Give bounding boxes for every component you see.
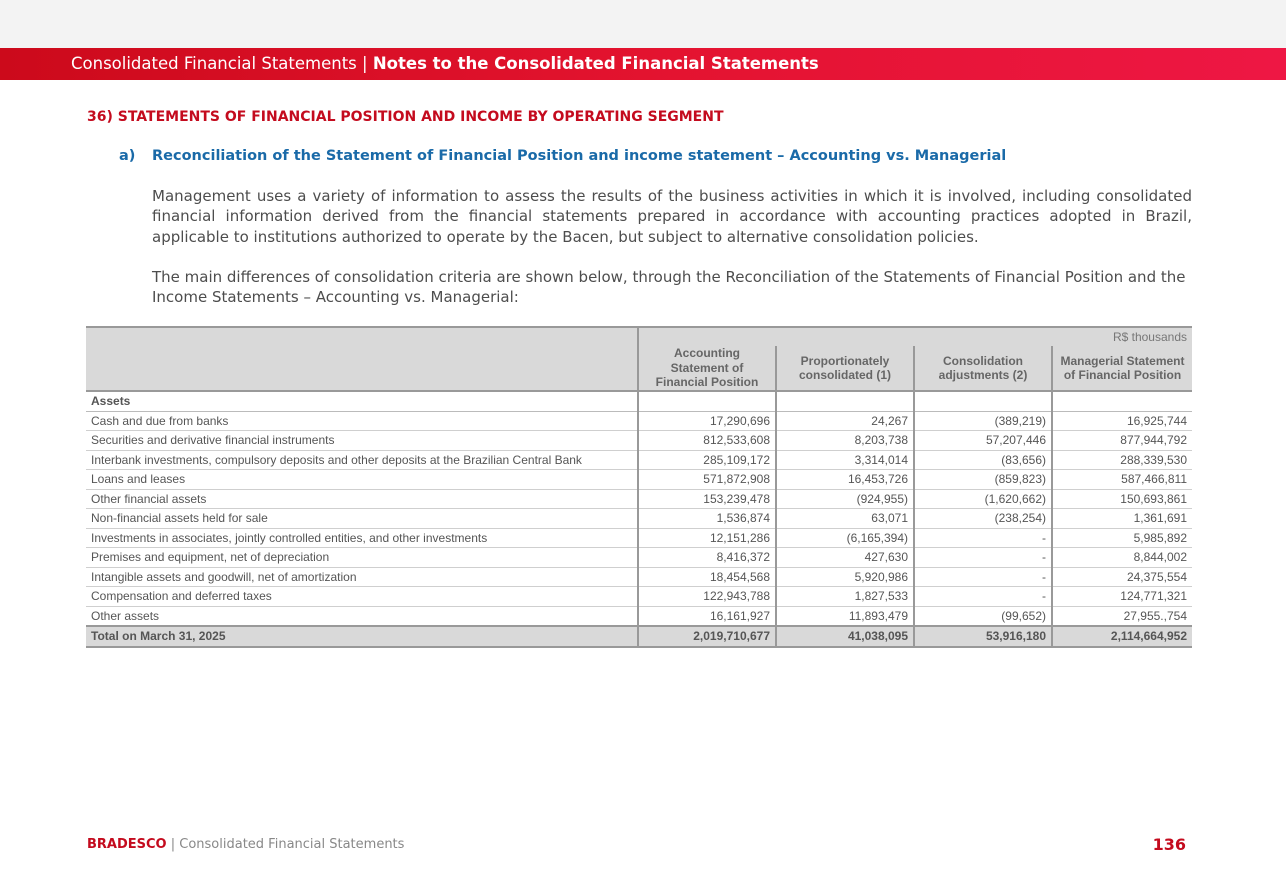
page-number: 136	[1152, 835, 1186, 854]
cell-adjustments: -	[914, 567, 1052, 587]
table-row	[86, 489, 1192, 509]
cell-proportionately: 427,630	[776, 548, 914, 568]
column-header-accounting: Accounting Statement of Financial Position	[638, 346, 776, 391]
total-proportionately: 41,038,095	[776, 626, 914, 647]
reconciliation-table	[86, 326, 1192, 648]
document-header-banner	[0, 48, 1286, 80]
cell-accounting: 16,161,927	[638, 606, 776, 626]
total-adjustments: 53,916,180	[914, 626, 1052, 647]
row-label: Loans and leases	[86, 470, 638, 490]
cell-proportionately: 3,314,014	[776, 450, 914, 470]
table-row	[86, 450, 1192, 470]
cell-proportionately: 8,203,738	[776, 431, 914, 451]
total-row	[86, 626, 1192, 647]
top-margin	[0, 0, 1286, 48]
cell-adjustments: 57,207,446	[914, 431, 1052, 451]
cell-accounting: 812,533,608	[638, 431, 776, 451]
table-row	[86, 528, 1192, 548]
cell-adjustments: (99,652)	[914, 606, 1052, 626]
cell-managerial: 27,955.,754	[1052, 606, 1192, 626]
cell-accounting: 153,239,478	[638, 489, 776, 509]
table-row	[86, 509, 1192, 529]
cell-adjustments: (389,219)	[914, 411, 1052, 431]
cell-proportionately: 1,827,533	[776, 587, 914, 607]
header-section-label: Consolidated Financial Statements	[71, 54, 357, 73]
row-label: Interbank investments, compulsory deposits and other deposits at the Brazilian Central Bank	[86, 450, 638, 470]
empty-cell	[776, 391, 914, 411]
header-separator: |	[356, 54, 373, 73]
footer-brand: BRADESCO	[87, 837, 167, 852]
footer	[87, 837, 404, 852]
cell-accounting: 122,943,788	[638, 587, 776, 607]
cell-managerial: 5,985,892	[1052, 528, 1192, 548]
cell-adjustments: (83,656)	[914, 450, 1052, 470]
cell-managerial: 24,375,554	[1052, 567, 1192, 587]
row-label: Non-financial assets held for sale	[86, 509, 638, 529]
cell-managerial: 8,844,002	[1052, 548, 1192, 568]
total-label: Total on March 31, 2025	[86, 626, 638, 647]
table-row	[86, 470, 1192, 490]
table-row	[86, 548, 1192, 568]
row-label: Other financial assets	[86, 489, 638, 509]
cell-accounting: 571,872,908	[638, 470, 776, 490]
cell-adjustments: (859,823)	[914, 470, 1052, 490]
footer-label: Consolidated Financial Statements	[179, 837, 405, 852]
cell-adjustments: -	[914, 528, 1052, 548]
paragraph-management: Management uses a variety of information to assess the results of the business activities in which it is involved, including consolidated financial information derived from the financial statements prepared in accordance with accounting practices adopted in Brazil, applicable to institutions authorized to operate by the Bacen, but subject to alternative consolidation policies.	[152, 187, 1192, 246]
table-row	[86, 567, 1192, 587]
cell-managerial: 124,771,321	[1052, 587, 1192, 607]
row-label: Compensation and deferred taxes	[86, 587, 638, 607]
subsection-label: a)	[119, 148, 136, 164]
cell-adjustments: (1,620,662)	[914, 489, 1052, 509]
empty-cell	[638, 391, 776, 411]
row-label: Investments in associates, jointly controlled entities, and other investments	[86, 528, 638, 548]
subsection-title: Reconciliation of the Statement of Financial Position and income statement – Accounting vs. Managerial	[152, 148, 1007, 164]
cell-proportionately: 63,071	[776, 509, 914, 529]
table-row	[86, 431, 1192, 451]
cell-accounting: 12,151,286	[638, 528, 776, 548]
cell-managerial: 288,339,530	[1052, 450, 1192, 470]
group-label: Assets	[86, 391, 638, 411]
unit-label: R$ thousands	[638, 327, 1192, 346]
group-row-assets	[86, 391, 1192, 411]
header-notes-label: Notes to the Consolidated Financial Statements	[372, 54, 819, 73]
cell-accounting: 8,416,372	[638, 548, 776, 568]
row-label: Premises and equipment, net of depreciation	[86, 548, 638, 568]
cell-accounting: 1,536,874	[638, 509, 776, 529]
subsection-heading	[119, 148, 1006, 164]
cell-proportionately: 11,893,479	[776, 606, 914, 626]
table-row	[86, 411, 1192, 431]
cell-managerial: 1,361,691	[1052, 509, 1192, 529]
column-header-managerial: Managerial Statement of Financial Position	[1052, 346, 1192, 391]
paragraph-differences: The main differences of consolidation criteria are shown below, through the Reconciliation of the Statements of Financial Position and the Income Statements – Accounting vs. Managerial:	[152, 268, 1186, 307]
cell-accounting: 285,109,172	[638, 450, 776, 470]
footer-separator: |	[166, 837, 180, 852]
cell-proportionately: 5,920,986	[776, 567, 914, 587]
row-label: Other assets	[86, 606, 638, 626]
cell-adjustments: -	[914, 548, 1052, 568]
empty-cell	[1052, 391, 1192, 411]
column-header-adjustments: Consolidation adjustments (2)	[914, 346, 1052, 391]
cell-managerial: 587,466,811	[1052, 470, 1192, 490]
cell-adjustments: -	[914, 587, 1052, 607]
table-row	[86, 587, 1192, 607]
cell-adjustments: (238,254)	[914, 509, 1052, 529]
row-label: Intangible assets and goodwill, net of amortization	[86, 567, 638, 587]
cell-managerial: 877,944,792	[1052, 431, 1192, 451]
total-accounting: 2,019,710,677	[638, 626, 776, 647]
cell-managerial: 16,925,744	[1052, 411, 1192, 431]
table-row	[86, 606, 1192, 626]
cell-proportionately: (924,955)	[776, 489, 914, 509]
unit-row	[86, 327, 1192, 346]
cell-managerial: 150,693,861	[1052, 489, 1192, 509]
cell-accounting: 17,290,696	[638, 411, 776, 431]
cell-proportionately: 24,267	[776, 411, 914, 431]
header-blank-cell	[86, 327, 638, 391]
row-label: Securities and derivative financial instruments	[86, 431, 638, 451]
empty-cell	[914, 391, 1052, 411]
row-label: Cash and due from banks	[86, 411, 638, 431]
cell-proportionately: 16,453,726	[776, 470, 914, 490]
section-title: 36) STATEMENTS OF FINANCIAL POSITION AND INCOME BY OPERATING SEGMENT	[87, 109, 724, 125]
cell-accounting: 18,454,568	[638, 567, 776, 587]
cell-proportionately: (6,165,394)	[776, 528, 914, 548]
total-managerial: 2,114,664,952	[1052, 626, 1192, 647]
column-header-proportionately: Proportionately consolidated (1)	[776, 346, 914, 391]
